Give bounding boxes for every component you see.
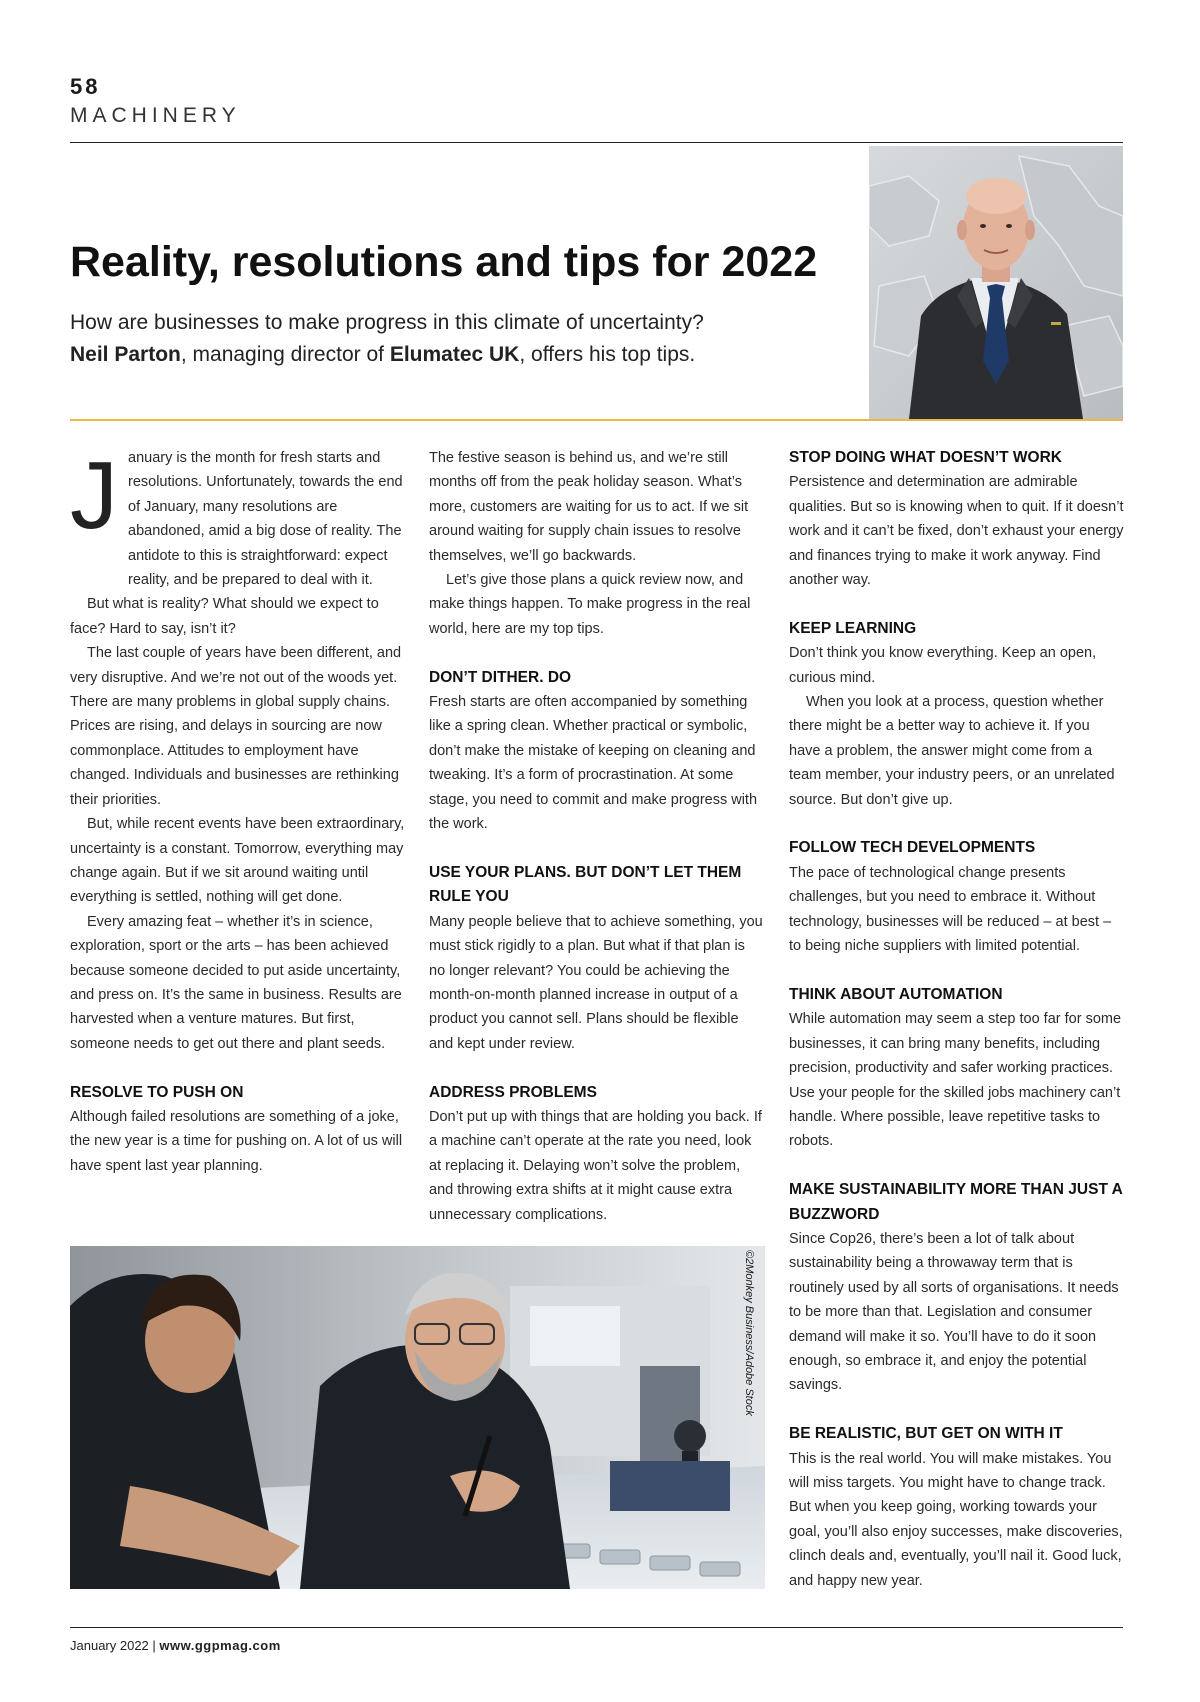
article-column-2: [429, 446, 765, 1227]
paragraph: Although failed resolutions are something of a joke, the new year is a time for pushing on. A lot of us will have spent last year planning.: [70, 1108, 403, 1174]
standfirst-divider: [70, 419, 1123, 421]
subheading: USE YOUR PLANS. BUT DON’T LET THEM RULE YOU: [429, 863, 742, 906]
standfirst-end: , offers his top tips.: [519, 343, 696, 366]
drop-cap: J: [70, 442, 118, 549]
author-role: , managing director of: [180, 343, 390, 366]
subheading: RESOLVE TO PUSH ON: [70, 1083, 244, 1101]
paragraph: But, while recent events have been extraordinary, uncertainty is a constant. Tomorrow, everything may change again. But if we sit around waiting until everything is settled, nothing will get done.: [70, 816, 405, 906]
workshop-image: [70, 1246, 765, 1589]
paragraph: But what is reality? What should we expect to face? Hard to say, isn’t it?: [70, 596, 379, 637]
page-footer: [70, 1638, 281, 1653]
paragraph: Don’t put up with things that are holding you back. If a machine can’t operate at the rate you need, look at replacing it. Delaying won’t solve the problem, and throwing extra shifts at it might cause extra unnecessary complications.: [429, 1108, 762, 1223]
paragraph: Persistence and determination are admirable qualities. But so is knowing when to quit. If it doesn’t work and it can’t be fixed, don’t exhaust your energy and finances trying to make it work anyway. Find another way.: [789, 474, 1124, 589]
paragraph: The festive season is behind us, and we’re still months off from the peak holiday season. What’s more, customers are waiting for us to act. If we sit around waiting for supply chain issues to resolve themselves, we’ll go backwards.: [429, 450, 749, 564]
paragraph: Fresh starts are often accompanied by something like a spring clean. Whether practical or symbolic, don’t make the mistake of keeping on cleaning and tweaking. It’s a form of procrastination. At some stage, you need to commit and make progress with the work.: [429, 694, 758, 833]
paragraph: anuary is the month for fresh starts and resolutions. Unfortunately, towards the end of January, many resolutions are abandoned, amid a big dose of reality. The antidote to this is straightforward: expect reality, and be prepared to deal with it.: [128, 450, 403, 589]
subheading: MAKE SUSTAINABILITY MORE THAN JUST A BUZZWORD: [789, 1181, 1123, 1223]
portrait-image: [869, 146, 1123, 419]
paragraph: When you look at a process, question whether there might be a better way to achieve it. If you have a problem, the answer might come from a team member, your industry peers, or an unrelated source. But don’t give up.: [789, 694, 1115, 808]
paragraph: Every amazing feat – whether it’s in science, exploration, sport or the arts – has been achieved because someone decided to put aside uncertainty, and press on. It’s the same in business. Results are harvested when a venture matures. But first, someone needs to get out there and plant seeds.: [70, 913, 402, 1052]
paragraph: Don’t think you know everything. Keep an open, curious mind.: [789, 645, 1097, 686]
company-name: Elumatec UK: [389, 343, 520, 366]
article-column-1: [70, 442, 406, 1178]
standfirst-line: How are businesses to make progress in this climate of uncertainty?: [70, 311, 704, 334]
page-number: 58: [70, 74, 101, 99]
subheading: FOLLOW TECH DEVELOPMENTS: [789, 839, 1036, 857]
website-link[interactable]: www.ggpmag.com: [159, 1638, 281, 1653]
subheading: THINK ABOUT AUTOMATION: [789, 985, 1003, 1003]
subheading: BE REALISTIC, BUT GET ON WITH IT: [789, 1425, 1063, 1443]
article-headline: Reality, resolutions and tips for 2022: [70, 238, 818, 286]
header-divider: [70, 142, 1123, 143]
issue-date: January 2022: [70, 1638, 149, 1653]
photo-credit: ©2Monkey Business/Adobe Stock: [743, 1250, 755, 1416]
article-column-3: [789, 446, 1125, 1593]
paragraph: Many people believe that to achieve something, you must stick rigidly to a plan. But what if that plan is no longer relevant? You could be achieving the month-on-month planned increase in output of a product you cannot sell. Plans should be flexible and kept under review.: [429, 913, 763, 1052]
subheading: ADDRESS PROBLEMS: [429, 1083, 597, 1101]
subheading: STOP DOING WHAT DOESN’T WORK: [789, 449, 1062, 466]
section-name: MACHINERY: [70, 104, 241, 127]
paragraph: The last couple of years have been different, and very disruptive. And we’re not out of the woods yet. There are many problems in global supply chains. Prices are rising, and delays in sourcing are now commonplace. Attitudes to employment have changed. Individuals and businesses are rethinking their priorities.: [70, 645, 402, 808]
footer-divider: [70, 1627, 1123, 1628]
author-name: Neil Parton: [70, 343, 181, 366]
workshop-photo: [70, 1246, 765, 1589]
paragraph: While automation may seem a step too far for some businesses, it can bring many benefits, including precision, productivity and safer working practices. Use your people for the skilled jobs machinery can’t handle. Where possible, leave repetitive tasks to robots.: [789, 1011, 1122, 1150]
author-portrait: [869, 146, 1123, 419]
subheading: DON’T DITHER. DO: [429, 668, 572, 686]
article-standfirst: [70, 307, 860, 371]
paragraph: Let’s give those plans a quick review now, and make things happen. To make progress in the real world, here are my top tips.: [429, 572, 751, 637]
subheading: KEEP LEARNING: [789, 619, 917, 637]
footer-separator: |: [148, 1638, 160, 1653]
paragraph: This is the real world. You will make mistakes. You will miss targets. You might have to change track. But when you keep going, working towards your goal, you’ll also enjoy successes, make discoveries, clinch deals and, eventually, you’ll nail it. Good luck, and happy new year.: [789, 1450, 1123, 1589]
paragraph: The pace of technological change presents challenges, but you need to embrace it. Without technology, businesses will be reduced – at best – to being niche suppliers with limited potential.: [789, 864, 1112, 955]
paragraph: Since Cop26, there’s been a lot of talk about sustainability being a throwaway term that is routinely used by all sorts of organisations. It needs to be more than that. Legislation and consumer demand will make it so. You’ll have to do it soon enough, so embrace it, and enjoy the potential savings.: [789, 1230, 1119, 1394]
